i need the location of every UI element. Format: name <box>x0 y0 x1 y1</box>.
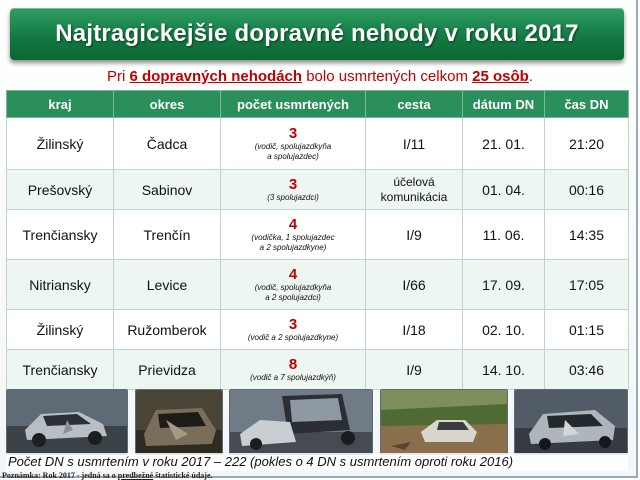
cell-time: 14:35 <box>545 210 629 260</box>
header-kraj: kraj <box>7 91 114 118</box>
cell-road: I/11 <box>366 118 463 170</box>
cell-road: I/9 <box>366 350 463 390</box>
deaths-count: 4 <box>288 215 298 233</box>
cell-road <box>366 170 463 210</box>
cell-kraj: Žilinský <box>7 310 114 350</box>
header-deaths: počet usmrtených <box>221 91 366 118</box>
table-row <box>7 170 629 210</box>
disclaimer-suffix: štatistické údaje. <box>153 471 213 480</box>
disclaimer-note <box>0 471 213 480</box>
accident-photo-2 <box>135 389 223 455</box>
accident-photo-5 <box>514 389 628 455</box>
cell-time: 03:46 <box>545 350 629 390</box>
table-row <box>7 210 629 260</box>
header-date: dátum DN <box>463 91 545 118</box>
cell-kraj: Prešovský <box>7 170 114 210</box>
cell-okres: Levice <box>114 260 221 310</box>
accidents-table <box>6 90 629 390</box>
cell-date: 01. 04. <box>463 170 545 210</box>
accident-photo-3 <box>229 389 373 455</box>
footer-note: Počet DN s usmrtením v roku 2017 – 222 (pokles o 4 DN s usmrtením oproti roku 2016) <box>6 453 628 471</box>
header-okres: okres <box>114 91 221 118</box>
summary-prefix: Pri <box>107 68 130 85</box>
summary-suffix: . <box>528 68 533 85</box>
header-time: čas DN <box>545 91 629 118</box>
summary-middle: bolo usmrtených celkom <box>302 68 473 85</box>
deaths-note-line2: a spolujazdec) <box>267 151 319 161</box>
cell-road: I/18 <box>366 310 463 350</box>
cell-road: I/66 <box>366 260 463 310</box>
disclaimer-prefix: Poznámka: Rok 2017 - jedná sa o <box>2 471 118 480</box>
cell-date: 21. 01. <box>463 118 545 170</box>
table-row <box>7 310 629 350</box>
cell-deaths <box>221 310 366 350</box>
deaths-note-line1: (vodič a 7 spolujazdkýň) <box>250 372 336 382</box>
accident-photo-1 <box>6 389 128 455</box>
cell-date: 11. 06. <box>463 210 545 260</box>
deaths-note-line1: (vodička, 1 spolujazdec <box>251 232 335 242</box>
cell-kraj: Nitriansky <box>7 260 114 310</box>
cell-deaths <box>221 170 366 210</box>
header-road: cesta <box>366 91 463 118</box>
summary-line <box>0 68 640 85</box>
deaths-count: 3 <box>288 124 298 142</box>
title-banner <box>10 8 624 60</box>
deaths-count: 4 <box>288 265 298 283</box>
cell-okres: Sabinov <box>114 170 221 210</box>
cell-okres: Čadca <box>114 118 221 170</box>
deaths-count: 8 <box>288 355 298 373</box>
cell-kraj: Trenčiansky <box>7 210 114 260</box>
cell-time: 01:15 <box>545 310 629 350</box>
cell-date: 02. 10. <box>463 310 545 350</box>
page-title: Najtragickejšie dopravné nehody v roku 2017 <box>55 20 579 47</box>
cell-time: 17:05 <box>545 260 629 310</box>
deaths-note-line1: (vodič, spolujazdkyňa <box>254 141 332 151</box>
deaths-note-line2: a 2 spolujazdkyne) <box>259 242 327 252</box>
cell-okres: Trenčín <box>114 210 221 260</box>
road-line1: účelová <box>393 174 435 189</box>
cell-deaths <box>221 350 366 390</box>
cell-kraj: Žilinský <box>7 118 114 170</box>
summary-accident-count: 6 dopravných nehodách <box>129 68 303 85</box>
cell-time: 00:16 <box>545 170 629 210</box>
cell-kraj: Trenčiansky <box>7 350 114 390</box>
accident-photo-strip <box>6 389 628 455</box>
table-row <box>7 260 629 310</box>
deaths-note-line1: (vodič, spolujazdkyňa <box>254 282 332 292</box>
deaths-note-line2: a 2 spolujazdci) <box>265 292 321 302</box>
cell-okres: Ružomberok <box>114 310 221 350</box>
table-header-row <box>7 91 629 118</box>
cell-deaths <box>221 118 366 170</box>
cell-date: 17. 09. <box>463 260 545 310</box>
table-row <box>7 350 629 390</box>
deaths-count: 3 <box>288 315 298 333</box>
cell-time: 21:20 <box>545 118 629 170</box>
cell-okres: Prievidza <box>114 350 221 390</box>
table-row <box>7 118 629 170</box>
cell-deaths <box>221 260 366 310</box>
accident-photo-4 <box>380 389 508 455</box>
deaths-note-line1: (vodič a 2 spolujazdkyne) <box>247 332 339 342</box>
cell-road: I/9 <box>366 210 463 260</box>
deaths-count: 3 <box>288 175 298 193</box>
cell-deaths <box>221 210 366 260</box>
road-line2: komunikácia <box>380 189 448 204</box>
summary-total-deaths: 25 osôb <box>472 68 529 85</box>
deaths-note-line1: (3 spolujazdci) <box>267 192 319 202</box>
cell-date: 14. 10. <box>463 350 545 390</box>
disclaimer-underlined: predbežné <box>117 471 154 480</box>
